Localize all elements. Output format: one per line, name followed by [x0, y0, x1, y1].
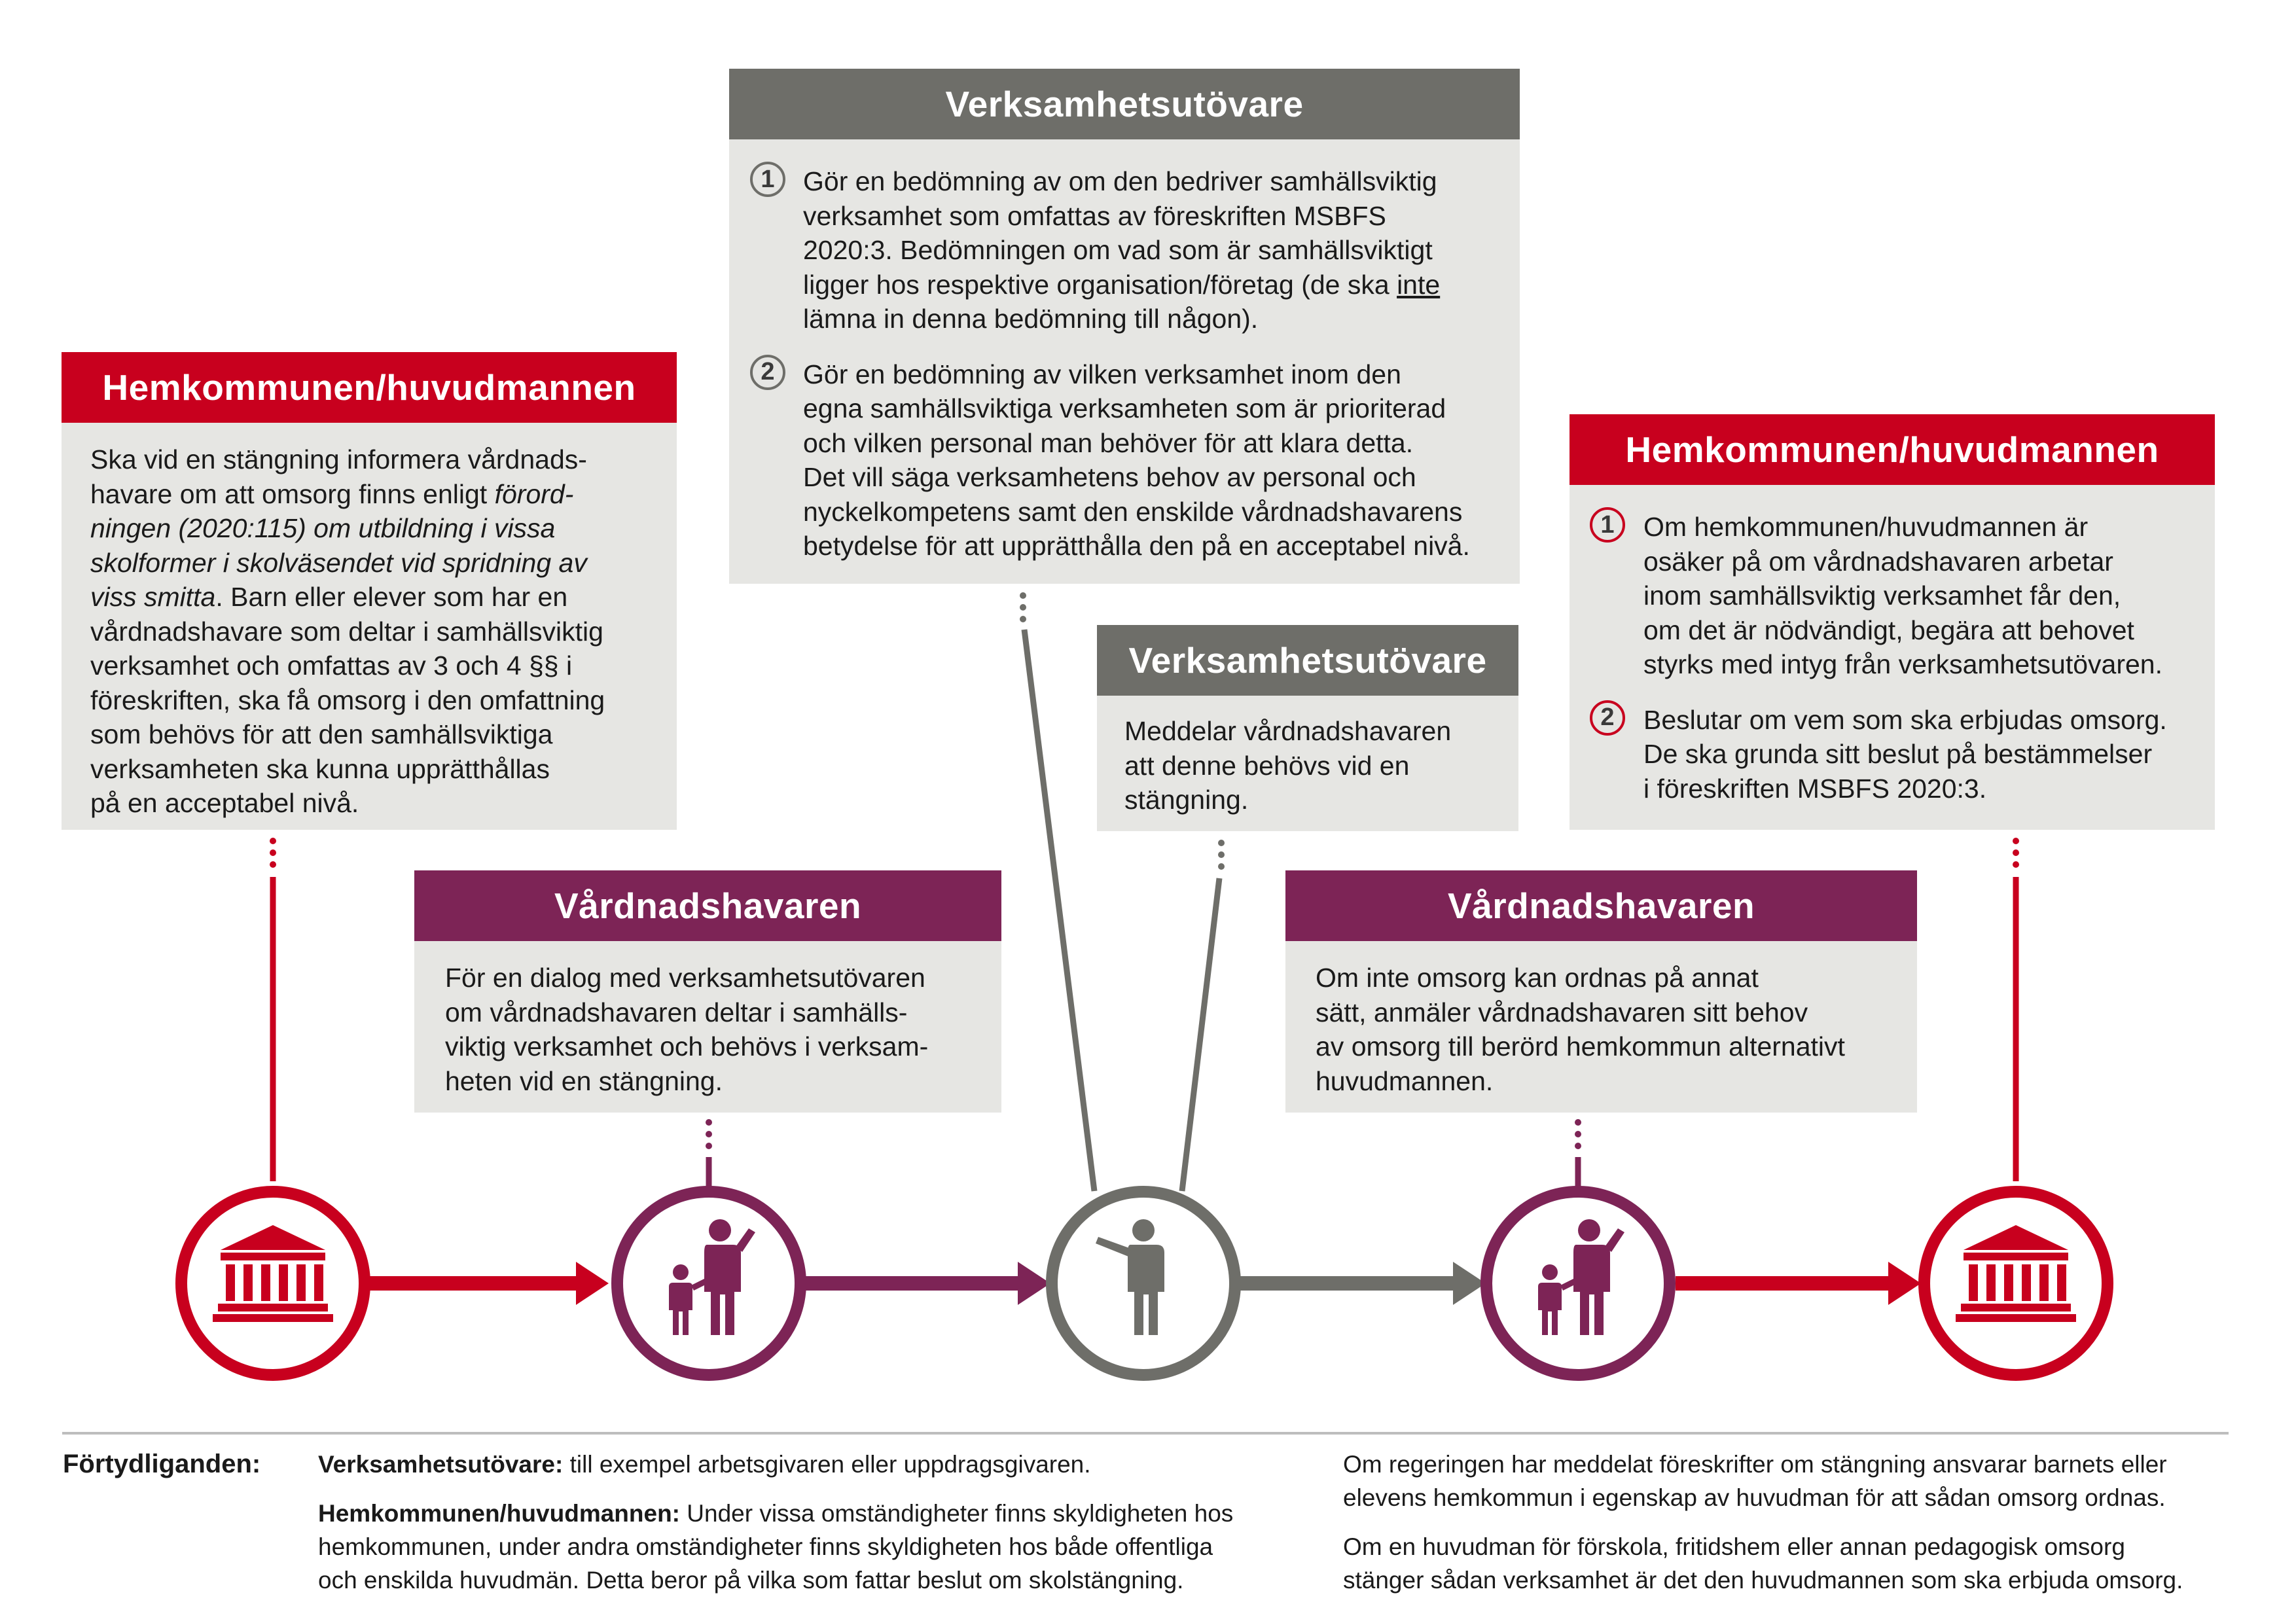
text-line: De ska grunda sitt beslut på bestämmelser	[1643, 739, 2153, 769]
step-2	[761, 357, 1500, 563]
text-line: Om hemkommunen/huvudmannen är	[1643, 512, 2089, 542]
card-body	[729, 139, 1520, 584]
text-line: sätt, anmäler vårdnadshavaren sitt behov	[1316, 997, 1808, 1027]
card-body	[1097, 696, 1518, 831]
connector-top-center	[1024, 630, 1094, 1191]
text-line: om vårdnadshavaren deltar i samhälls-	[445, 997, 908, 1027]
node-worker	[1052, 1192, 1235, 1375]
text-line: verksamheten ska kunna upprätthållas	[90, 753, 550, 784]
text-line: osäker på om vårdnadshavaren arbetar	[1643, 546, 2113, 577]
step-1	[1600, 510, 2202, 682]
step-1	[761, 164, 1500, 336]
card-title: Vårdnadshavaren	[414, 870, 1001, 941]
step-number-1: 1	[1590, 507, 1625, 543]
text-line: egna samhällsviktiga verksamheten som är prioriterad	[803, 393, 1446, 423]
text-line: och enskilda huvudmän. Detta beror på vilka som fattar beslut om skolstängning.	[318, 1567, 1184, 1594]
text-line: elevens hemkommun i egenskap av huvudman för att sådan omsorg ordnas.	[1343, 1484, 2166, 1511]
text-line: betydelse för att upprätthålla den på en acceptabel nivå.	[803, 531, 1470, 561]
text-line: ningen (2020:115) om utbildning i vissa	[90, 513, 556, 543]
text-line: Gör en bedömning av vilken verksamhet inom den	[803, 359, 1401, 389]
text-line: som behövs för att den samhällsviktiga	[90, 719, 553, 749]
card-body	[1285, 941, 1917, 1113]
node-municipality-left	[181, 1192, 365, 1375]
text-line: För en dialog med verksamhetsutövaren	[445, 963, 925, 993]
text-line: Det vill säga verksamhetens behov av personal och	[803, 462, 1416, 492]
text-line: inom samhällsviktig verksamhet får den,	[1643, 580, 2121, 611]
text-line: på en acceptabel nivå.	[90, 788, 359, 818]
arrow-2	[805, 1262, 1050, 1305]
text-line: stängning.	[1124, 785, 1249, 815]
text-line: Om inte omsorg kan ordnas på annat	[1316, 963, 1759, 993]
arrow-4	[1676, 1262, 1921, 1305]
node-guardian-left	[617, 1192, 800, 1375]
card-title: Hemkommunen/huvudmannen	[62, 352, 677, 423]
text-line: Gör en bedömning av om den bedriver samhällsviktig	[803, 166, 1437, 196]
footer-label: Förtydliganden:	[63, 1450, 261, 1478]
node-municipality-right	[1924, 1192, 2108, 1375]
text-line: Om en huvudman för förskola, fritidshem eller annan pedagogisk omsorg	[1343, 1533, 2125, 1560]
card-body	[62, 423, 677, 830]
italic-text: förord-	[494, 478, 574, 509]
text-line: föreskriften, ska få omsorg i den omfattning	[90, 685, 605, 715]
text-line: lämna in denna bedömning till någon).	[803, 304, 1259, 334]
text-line: av omsorg till berörd hemkommun alternativt	[1316, 1031, 1845, 1061]
arrow-3	[1240, 1262, 1486, 1305]
card-guardian-left	[414, 870, 1001, 1113]
footer-definitions	[318, 1448, 1287, 1597]
card-operator-top	[729, 69, 1520, 584]
text-line: Meddelar vårdnadshavaren	[1124, 716, 1452, 746]
text-line: skolformer i skolväsendet vid spridning av	[90, 547, 587, 578]
text-line: Beslutar om vem som ska erbjudas omsorg.	[1643, 704, 2167, 735]
connector-middle-box	[1182, 878, 1219, 1191]
step-2	[1600, 703, 2202, 806]
card-municipality-right	[1570, 414, 2215, 830]
step-number-2: 2	[1590, 700, 1625, 736]
text-line: 2020:3. Bedömningen om vad som är samhällsviktigt	[803, 235, 1433, 265]
text-line: havare om att omsorg finns enligt förord-	[90, 478, 574, 509]
definition-municipality: Hemkommunen/huvudmannen: Under vissa omständigheter finns skyldigheten hos	[318, 1500, 1234, 1527]
footer-notes	[1343, 1448, 2272, 1597]
card-body	[1570, 485, 2215, 830]
text-line: heten vid en stängning.	[445, 1065, 723, 1096]
text-line: stänger sådan verksamhet är det den huvudmannen som ska erbjuda omsorg.	[1343, 1567, 2183, 1594]
text-line: i föreskriften MSBFS 2020:3.	[1643, 773, 1987, 804]
text-line: styrks med intyg från verksamhetsutövaren.	[1643, 649, 2162, 679]
text-line: Om regeringen har meddelat föreskrifter om stängning ansvarar barnets eller	[1343, 1451, 2167, 1478]
card-guardian-right	[1285, 870, 1917, 1113]
card-operator-middle	[1097, 625, 1518, 831]
card-title: Verksamhetsutövare	[729, 69, 1520, 139]
text-line: Ska vid en stängning informera vårdnads-	[90, 444, 587, 474]
text-line: viss smitta. Barn eller elever som har en	[90, 582, 568, 612]
text-line: och vilken personal man behöver för att klara detta.	[803, 427, 1414, 458]
node-guardian-right	[1486, 1192, 1670, 1375]
step-number-2: 2	[750, 355, 785, 390]
text-line: nyckelkompetens samt den enskilde vårdnadshavarens	[803, 496, 1463, 527]
card-title: Verksamhetsutövare	[1097, 625, 1518, 696]
text-line: verksamhet och omfattas av 3 och 4 §§ i	[90, 651, 573, 681]
step-number-1: 1	[750, 162, 785, 197]
definition-operator: Verksamhetsutövare: till exempel arbetsgivaren eller uppdragsgivaren.	[318, 1451, 1091, 1478]
dotted-connectors	[270, 838, 2019, 868]
text-line: vårdnadshavare som deltar i samhällsviktig	[90, 616, 603, 647]
text-line: hemkommunen, under andra omständigheter finns skyldigheten hos både offentliga	[318, 1533, 1213, 1560]
text-line: viktig verksamhet och behövs i verksam-	[445, 1031, 929, 1061]
purple-dotted-connectors	[706, 1119, 1581, 1149]
arrow-1	[370, 1262, 609, 1305]
text-line: ligger hos respektive organisation/företag (de ska inte	[803, 269, 1441, 300]
text-line: verksamhet som omfattas av föreskriften MSBFS	[803, 200, 1386, 231]
card-title: Vårdnadshavaren	[1285, 870, 1917, 941]
underlined-word: inte	[1397, 269, 1441, 300]
card-title: Hemkommunen/huvudmannen	[1570, 414, 2215, 485]
text-line: om det är nödvändigt, begära att behovet	[1643, 615, 2134, 645]
text-line: huvudmannen.	[1316, 1065, 1494, 1096]
card-body	[414, 941, 1001, 1113]
text-line: att denne behövs vid en	[1124, 750, 1410, 781]
card-municipality-left	[62, 352, 677, 830]
